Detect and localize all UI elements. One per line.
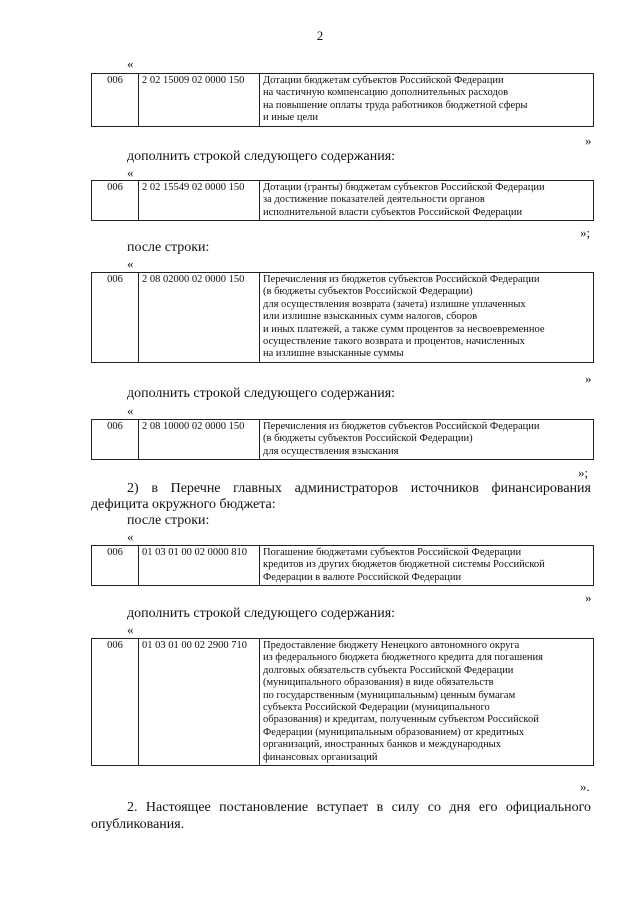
open-quote: « [127, 403, 134, 418]
final-clause: 2. Настоящее постановление вступает в силу со дня его официального [127, 800, 591, 815]
admin-code: 006 [92, 639, 139, 766]
add-row-text: дополнить строкой следующего содержания: [127, 606, 396, 621]
final-clause-continued: опубликования. [91, 817, 185, 832]
budget-name: Погашение бюджетами субъектов Российской Федерации кредитов из других бюджетов бюджетной системы Российской Федерации в валюте Российской Федерации [260, 546, 594, 586]
budget-name: Дотации бюджетам субъектов Российской Федерации на частичную компенсацию дополнительных расходов на повышение оплаты труда работников бюджетной сферы и иные цели [260, 74, 594, 127]
open-quote: « [127, 56, 134, 71]
open-quote: « [127, 256, 134, 271]
after-row-text: после строки: [127, 240, 210, 255]
admin-code: 006 [92, 181, 139, 221]
budget-code: 2 02 15009 02 0000 150 [139, 74, 260, 127]
budget-code: 2 08 10000 02 0000 150 [139, 420, 260, 460]
item-2-text: 2) в Перечне главных администраторов источников финансирования [127, 481, 591, 496]
budget-name: Перечисления из бюджетов субъектов Российской Федерации (в бюджеты субъектов Российской Федерации) для осуществления возврата (зачета) излишне уплаченных или излишне взысканных сумм налогов, сборов и иных платежей, а также сумм процентов за несвоевременное осуществление такого возврата и процентов, начисленных на излишне взысканные суммы [260, 273, 594, 363]
admin-code: 006 [92, 74, 139, 127]
table-row [91, 419, 594, 460]
page-number: 2 [316, 28, 324, 43]
add-row-text: дополнить строкой следующего содержания: [127, 149, 396, 164]
budget-name: Предоставление бюджету Ненецкого автономного округа из федерального бюджета бюджетного кредита для погашения долговых обязательств субъекта Российской Федерации (муниципального образования) в виде обязательств по государственным (муниципальным) ценным бумагам субъекта Российской Федерации (муниципального образования) и кредитам, полученным субъектом Российской Федерации (муниципальным образованием) от кредитных организаций, иностранных банков и международных финансовых организаций [260, 639, 594, 766]
open-quote: « [127, 165, 134, 180]
table-row [91, 180, 594, 221]
table-row [91, 638, 594, 766]
close-quote: » [585, 133, 592, 148]
after-row-text: после строки: [127, 513, 210, 528]
admin-code: 006 [92, 546, 139, 586]
budget-code: 2 08 02000 02 0000 150 [139, 273, 260, 363]
close-quote: »; [580, 225, 591, 240]
close-quote: »; [578, 465, 589, 480]
budget-code: 01 03 01 00 02 2900 710 [139, 639, 260, 766]
admin-code: 006 [92, 420, 139, 460]
admin-code: 006 [92, 273, 139, 363]
budget-code: 01 03 01 00 02 0000 810 [139, 546, 260, 586]
budget-name: Дотации (гранты) бюджетам субъектов Российской Федерации за достижение показателей деятельности органов исполнительной власти субъектов Российской Федерации [260, 181, 594, 221]
table-row [91, 73, 594, 127]
open-quote: « [127, 529, 134, 544]
close-quote: » [585, 371, 592, 386]
table-row [91, 272, 594, 363]
budget-name: Перечисления из бюджетов субъектов Российской Федерации (в бюджеты субъектов Российской Федерации) для осуществления взыскания [260, 420, 594, 460]
add-row-text: дополнить строкой следующего содержания: [127, 386, 396, 401]
budget-code: 2 02 15549 02 0000 150 [139, 181, 260, 221]
open-quote: « [127, 622, 134, 637]
close-quote: ». [580, 779, 590, 794]
table-row [91, 545, 594, 586]
close-quote: » [585, 590, 592, 605]
item-2-text-continued: дефицита окружного бюджета: [91, 497, 276, 512]
